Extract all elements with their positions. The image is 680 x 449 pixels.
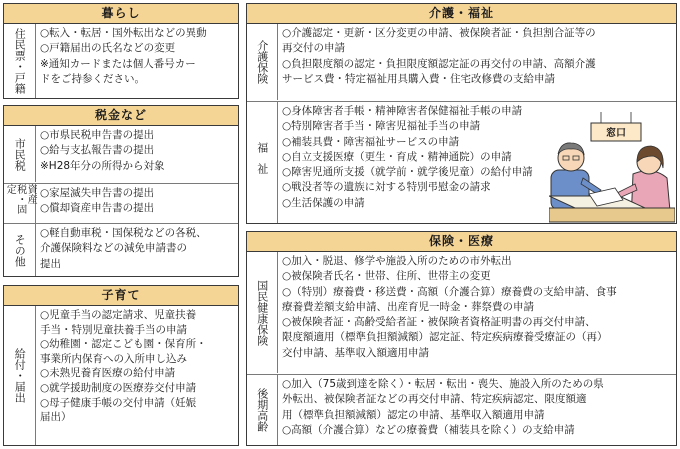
list-item: ○未熟児養育医療の給付申請 [40,367,176,380]
list-item: ○市県民税申告書の提出 [40,129,155,141]
item-list [40,308,235,425]
section-title: 暮らし [4,4,238,24]
list-item: ○加入・脱退、修学や施設入所のための市外転出 [282,255,512,267]
counter-illustration [549,112,675,223]
list-item: ○生活保護の申請 [282,196,365,209]
category-label: 市民税 [4,126,36,182]
category-label: 福祉 [247,102,278,223]
list-item: ○転入・転居・国外転出などの異動 [40,27,207,39]
list-item: ○介護認定・更新・区分変更の申請、被保険者証・負担割合証等の 再交付の申請 [282,27,596,55]
window-sign [591,112,641,141]
item-list [40,128,235,174]
list-item: ○高額（介護合算）などの療養費（補装具を除く）の支給申請 [282,423,575,436]
note-item: ※通知カードまたは個人番号カー ドをご持参ください。 [40,57,196,85]
list-item: ○（特別）療養費・移送費・高額（介護合算）療養費の支給申請、食事 療養費差額支給申請、出産育児一時金・葬祭費の申請 [282,285,617,313]
category-row [4,24,238,98]
category-label: 給付・届出 [4,306,36,445]
list-item: ○幼稚園・認定こども園・保育所・ 事業所内保育への入所申し込み [40,338,207,365]
list-item: ○補装具費・障害福祉サービスの申請 [282,135,460,148]
category-row [4,306,238,445]
list-item: ○障害児通所支援（就学前・就学後児童）の給付申請 [282,166,533,179]
list-item: ○軽自動車税・国保税などの各税、 介護保険料などの減免申請書の 提出 [40,227,207,270]
list-item: ○給与支払報告書の提出 [40,144,155,157]
list-item: ○被保険者氏名・世帯、住所、世帯主の変更 [282,270,491,283]
item-list [282,377,673,438]
item-list [282,254,673,361]
section-zeikin [3,105,239,277]
category-label: 資産税・固定 [4,184,36,223]
category-row [247,374,676,445]
list-item: ○母子健康手帳の交付申請（妊娠 届出） [40,396,197,424]
category-label: 住民票・戸籍 [4,24,36,98]
category-row [4,126,238,182]
section-title: 保険・医療 [247,232,676,252]
note-item: ※H28年分の所得から対象 [40,159,165,172]
list-item: ○就学援助制度の医療券交付申請 [40,381,197,394]
list-item: ○自立支援医療（更生・育成・精神通院）の申請 [282,150,512,163]
category-row [247,252,676,373]
category-row [4,183,238,223]
item-list [40,26,235,87]
item-list [40,186,235,217]
section-title: 税金など [4,106,238,126]
category-label: 後期高齢 [247,375,278,445]
section-title: 介護・福祉 [247,4,676,24]
list-item: ○身体障害者手帳・精神障害者保健福祉手帳の申請 [282,105,523,117]
list-item: ○戸籍届出の氏名などの変更 [40,42,176,55]
list-item: ○被保険者証・高齢受給者証・被保険者資格証明書の再交付申請、 限度額適用（標準負担額減額）認定証、特定疾病療養受療証の（再） 交付申請、基準収入額適用申請 [282,316,608,359]
section-hoken [246,231,677,446]
category-label: 介護保険 [247,24,278,100]
item-list [40,226,235,272]
sign-text: 窓口 [606,128,626,139]
category-row [247,24,676,100]
list-item: ○家屋滅失申告書の提出 [40,187,155,199]
section-title: 子育て [4,286,238,306]
list-item: ○償却資産申告書の提出 [40,202,155,215]
category-row [4,223,238,276]
list-item: ○戦没者等の遺族に対する特別弔慰金の請求 [282,181,491,194]
section-kurashi [3,3,239,99]
section-kaigo [246,3,677,224]
list-item: ○児童手当の認定請求、児童扶養 手当・特別児童扶養手当の申請 [40,309,197,336]
section-kosodate [3,285,239,446]
category-label: 国民健康保険 [247,252,278,373]
list-item: ○特別障害者手当・障害児福祉手当の申請 [282,120,481,133]
list-item: ○負担限度額の認定・負担限度額認定証の再交付の申請、高額介護 サービス費・特定福祉用具購入費・住宅改修費の支給申請 [282,57,596,85]
category-label: その他 [4,224,36,276]
item-list [282,26,673,87]
list-item: ○加入（75歳到達を除く）・転居・転出・喪失、施設入所のための県 外転出、被保険者証などの再交付申請、特定疾病認定、限度額適 用（標準負担額減額）認定の申請、基準収入額適用申請 [282,378,604,421]
